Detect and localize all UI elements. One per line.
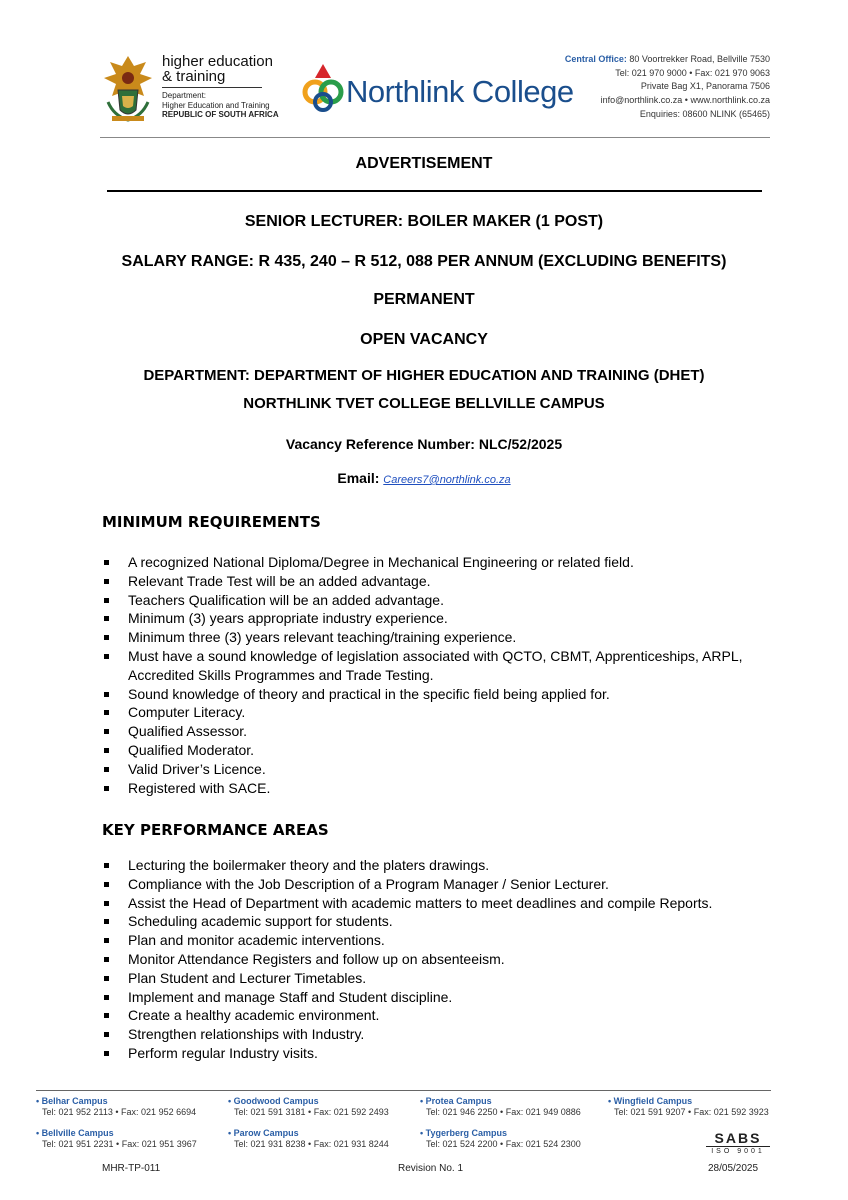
- list-item: [104, 856, 784, 875]
- list-item-text: Relevant Trade Test will be an added advantage.: [128, 572, 431, 589]
- list-item: [104, 609, 784, 628]
- kpa-heading: KEY PERFORMANCE AREAS: [102, 821, 329, 839]
- bullet-icon: [104, 1013, 109, 1018]
- list-item: [104, 988, 784, 1007]
- campus-entry: [36, 1128, 197, 1150]
- bullet-icon: [104, 1051, 109, 1056]
- list-item: [104, 685, 784, 704]
- bullet-icon: [104, 598, 109, 603]
- campus-tel: Tel: 021 524 2200 • Fax: 021 524 2300: [426, 1139, 581, 1149]
- bullet-icon: [104, 560, 109, 565]
- list-item-text: Monitor Attendance Registers and follow up on absenteeism.: [128, 950, 505, 967]
- heading-underline: [107, 190, 762, 192]
- sabs-divider: [706, 1146, 770, 1147]
- office-address: 80 Voortrekker Road, Bellville 7530: [629, 54, 770, 64]
- salary-range: SALARY RANGE: R 435, 240 – R 512, 088 PER ANNUM (EXCLUDING BENEFITS): [121, 253, 727, 270]
- dhet-country: REPUBLIC OF SOUTH AFRICA: [162, 110, 279, 119]
- northlink-logo-icon: [300, 60, 346, 112]
- department-line: DEPARTMENT: DEPARTMENT OF HIGHER EDUCATION AND TRAINING (DHET): [143, 367, 705, 384]
- campus-tel: Tel: 021 591 3181 • Fax: 021 592 2493: [234, 1107, 389, 1117]
- bullet-icon: [104, 635, 109, 640]
- revision-number: Revision No. 1: [398, 1163, 464, 1174]
- requirements-list: [104, 553, 784, 797]
- list-item-text: Minimum (3) years appropriate industry experience.: [128, 610, 448, 627]
- kpa-list: [104, 856, 784, 1063]
- list-item: [104, 912, 784, 931]
- campus-entry: [228, 1096, 389, 1118]
- campus-tel: Tel: 021 952 2113 • Fax: 021 952 6694: [42, 1107, 197, 1117]
- dhet-title-line2: & training: [162, 68, 226, 85]
- list-item-text: Compliance with the Job Description of a Program Manager / Senior Lecturer.: [128, 875, 609, 892]
- bullet-icon: [104, 786, 109, 791]
- campus-tel: Tel: 021 951 2231 • Fax: 021 951 3967: [42, 1139, 197, 1149]
- list-item: [104, 950, 784, 969]
- office-label: Central Office:: [564, 54, 627, 64]
- campus-entry: [608, 1096, 769, 1118]
- list-item: [104, 1044, 784, 1063]
- list-item: [104, 722, 784, 741]
- footer-divider: [36, 1090, 771, 1091]
- list-item-text: Computer Literacy.: [128, 704, 246, 721]
- email-link[interactable]: Careers7@northlink.co.za: [383, 474, 511, 486]
- campus-line: NORTHLINK TVET COLLEGE BELLVILLE CAMPUS: [243, 395, 605, 412]
- list-item-text: Qualified Assessor.: [128, 723, 248, 740]
- campus-name: • Wingfield Campus: [608, 1096, 693, 1106]
- bullet-icon: [104, 767, 109, 772]
- campus-name: • Protea Campus: [420, 1096, 492, 1106]
- bullet-icon: [104, 995, 109, 1000]
- list-item: [104, 931, 784, 950]
- post-title: SENIOR LECTURER: BOILER MAKER (1 POST): [244, 213, 604, 230]
- list-item: [104, 969, 784, 988]
- list-item-text: Strengthen relationships with Industry.: [128, 1026, 365, 1043]
- list-item-text: Plan and monitor academic interventions.: [128, 932, 385, 949]
- bullet-icon: [104, 616, 109, 621]
- list-item: [104, 572, 784, 591]
- list-item-text: Scheduling academic support for students.: [128, 913, 393, 930]
- contact-block: [565, 53, 770, 122]
- college-name: Northlink College: [346, 74, 574, 109]
- list-item: [104, 647, 784, 685]
- list-item: [104, 1025, 784, 1044]
- bullet-icon: [104, 901, 109, 906]
- email-line: [0, 470, 848, 486]
- email-label: Email:: [337, 470, 380, 486]
- contact-enquiries: Enquiries: 08600 NLINK (65465): [639, 108, 770, 119]
- contact-tel-fax: Tel: 021 970 9000 • Fax: 021 970 9063: [615, 67, 770, 78]
- campus-entry: [420, 1096, 581, 1118]
- list-item-text: Lecturing the boilermaker theory and the platers drawings.: [128, 857, 490, 873]
- bullet-icon: [104, 919, 109, 924]
- campus-entry: [420, 1128, 581, 1150]
- coat-of-arms-icon: [100, 52, 156, 124]
- bullet-icon: [104, 748, 109, 753]
- list-item-text: Sound knowledge of theory and practical in the specific field being applied for.: [128, 685, 610, 702]
- list-item-text: Registered with SACE.: [128, 779, 271, 796]
- bullet-icon: [104, 976, 109, 981]
- list-item-text: Create a healthy academic environment.: [128, 1007, 380, 1024]
- list-item-text: Teachers Qualification will be an added advantage.: [128, 591, 444, 608]
- dhet-divider: [162, 87, 262, 88]
- campus-tel: Tel: 021 946 2250 • Fax: 021 949 0886: [426, 1107, 581, 1117]
- list-item: [104, 875, 784, 894]
- header-divider: [100, 137, 770, 138]
- campus-tel: Tel: 021 931 8238 • Fax: 021 931 8244: [234, 1139, 389, 1149]
- campus-name: • Bellville Campus: [36, 1128, 114, 1138]
- campus-name: • Parow Campus: [228, 1128, 299, 1138]
- campus-name: • Belhar Campus: [36, 1096, 108, 1106]
- list-item: [104, 760, 784, 779]
- bullet-icon: [104, 938, 109, 943]
- list-item: [104, 591, 784, 610]
- campus-name: • Tygerberg Campus: [420, 1128, 508, 1138]
- employment-type: PERMANENT: [373, 291, 475, 308]
- doc-code: MHR-TP-011: [102, 1163, 161, 1174]
- list-item-text: Implement and manage Staff and Student discipline.: [128, 988, 453, 1005]
- bullet-icon: [104, 1032, 109, 1037]
- list-item: [104, 553, 784, 572]
- vacancy-reference: Vacancy Reference Number: NLC/52/2025: [285, 436, 563, 452]
- bullet-icon: [104, 579, 109, 584]
- bullet-icon: [104, 863, 109, 868]
- list-item: [104, 894, 784, 913]
- campus-entry: [228, 1128, 389, 1150]
- requirements-heading: MINIMUM REQUIREMENTS: [102, 513, 321, 531]
- list-item: [104, 1006, 784, 1025]
- list-item-text: Minimum three (3) years relevant teaching/training experience.: [128, 629, 517, 646]
- list-item-text: A recognized National Diploma/Degree in Mechanical Engineering or related field.: [128, 554, 634, 570]
- list-item: [104, 628, 784, 647]
- sabs-logo: [706, 1131, 770, 1155]
- sabs-iso: ISO 9001: [711, 1148, 765, 1155]
- dhet-title-line1: higher education: [162, 53, 273, 70]
- bullet-icon: [104, 692, 109, 697]
- document-heading: ADVERTISEMENT: [355, 155, 493, 172]
- list-item: [104, 779, 784, 798]
- contact-postal: Private Bag X1, Panorama 7506: [640, 81, 770, 92]
- sabs-name: SABS: [714, 1130, 762, 1146]
- bullet-icon: [104, 710, 109, 715]
- campus-name: • Goodwood Campus: [228, 1096, 319, 1106]
- campus-tel: Tel: 021 591 9207 • Fax: 021 592 3923: [614, 1107, 769, 1117]
- list-item: [104, 703, 784, 722]
- list-item-text: Qualified Moderator.: [128, 741, 255, 758]
- list-item: [104, 741, 784, 760]
- doc-date: 28/05/2025: [708, 1163, 759, 1174]
- list-item-text: Valid Driver’s Licence.: [128, 760, 266, 777]
- list-item-text: Assist the Head of Department with academic matters to meet deadlines and compile Reports.: [128, 894, 713, 911]
- dhet-dept-name: Higher Education and Training: [162, 100, 270, 110]
- contact-email-web: info@northlink.co.za • www.northlink.co.za: [600, 95, 770, 106]
- bullet-icon: [104, 729, 109, 734]
- bullet-icon: [104, 882, 109, 887]
- bullet-icon: [104, 957, 109, 962]
- dhet-dept-label: Department:: [162, 91, 207, 100]
- bullet-icon: [104, 654, 109, 659]
- dhet-logo-text: [162, 54, 282, 120]
- list-item-text: Plan Student and Lecturer Timetables.: [128, 969, 367, 986]
- list-item-text: Must have a sound knowledge of legislation associated with QCTO, CBMT, Apprenticeships, ARPL, Accredited Skills Programmes and Trade Testing.: [128, 647, 743, 683]
- campus-entry: [36, 1096, 196, 1118]
- vacancy-type: OPEN VACANCY: [360, 331, 488, 348]
- list-item-text: Perform regular Industry visits.: [128, 1044, 318, 1061]
